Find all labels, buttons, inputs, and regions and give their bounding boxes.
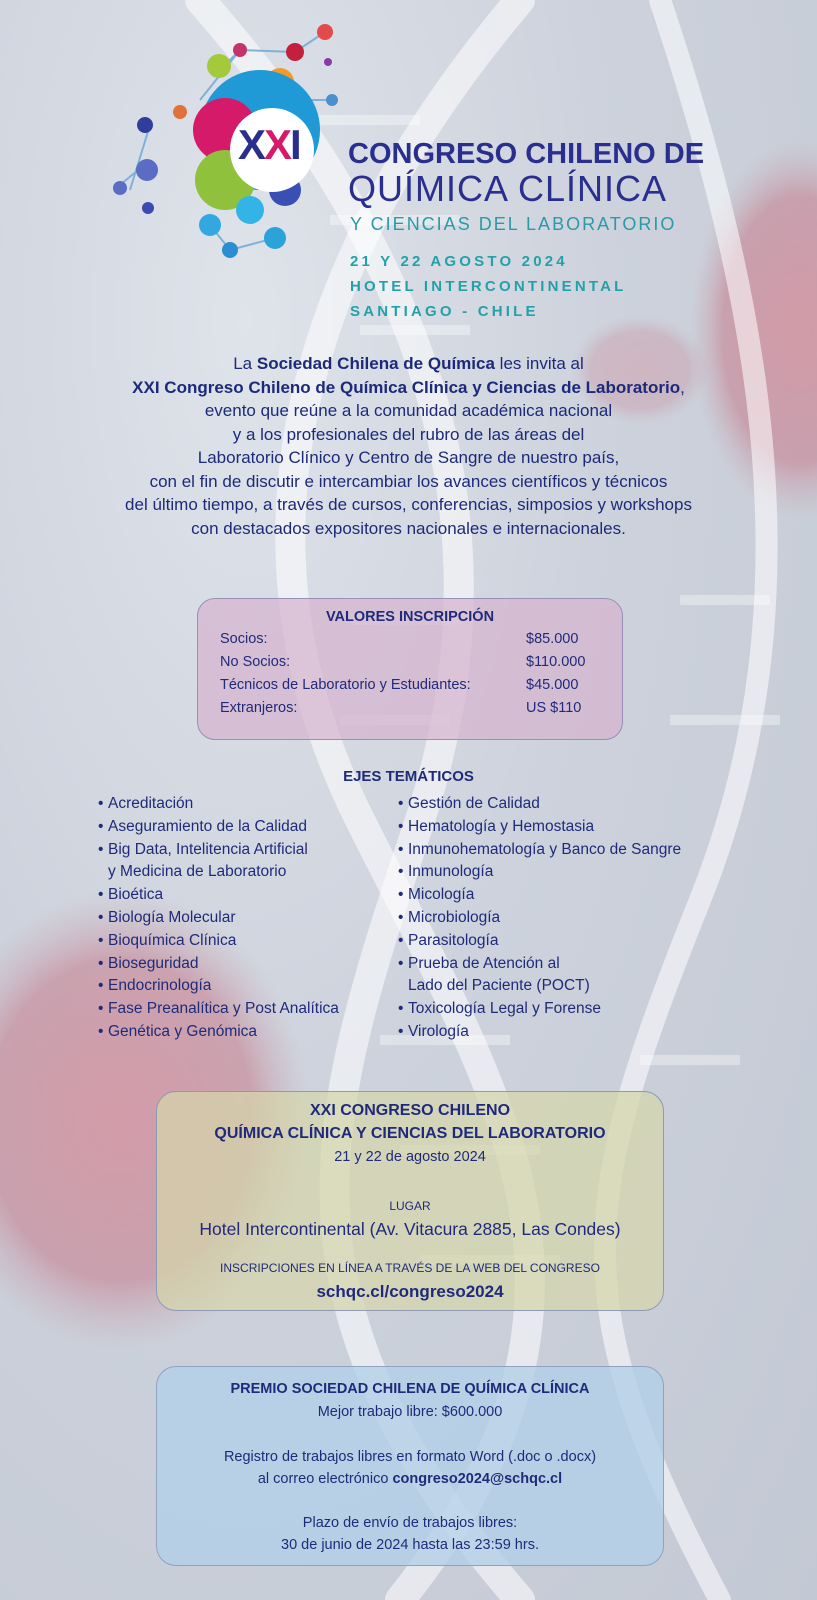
topic-item: • Acreditación	[98, 795, 194, 812]
fee-value: $85.000	[526, 631, 579, 647]
topic-item: • Bioseguridad	[98, 954, 199, 972]
topic-item: • Genética y Genómica	[98, 1022, 258, 1040]
header-title-line3: Y CIENCIAS DEL LABORATORIO	[350, 214, 677, 234]
topic-item: • Bioquímica Clínica	[98, 931, 237, 949]
topics-title: EJES TEMÁTICOS	[343, 768, 474, 785]
topic-item: • Bioética	[98, 886, 164, 904]
intro-line-7: del último tiempo, a través de cursos, conferencias, simposios y workshops	[125, 495, 692, 514]
award-info-box	[156, 1366, 664, 1566]
fee-value: $110.000	[526, 654, 586, 670]
fee-label: Socios:	[220, 631, 268, 647]
award-registration-line2: al correo electrónico congreso2024@schqc.cl	[257, 1471, 563, 1487]
venue-place: Hotel Intercontinental (Av. Vitacura 2885, Las Condes)	[199, 1219, 621, 1239]
header-venue: HOTEL INTERCONTINENTAL	[350, 278, 627, 295]
topic-item: • Parasitología	[398, 931, 499, 949]
registration-fees-box	[197, 598, 623, 740]
venue-date: 21 y 22 de agosto 2024	[334, 1149, 486, 1165]
topic-item: • Gestión de Calidad	[398, 795, 540, 812]
award-deadline-line1: Plazo de envío de trabajos libres:	[302, 1515, 518, 1531]
award-prize: Mejor trabajo libre: $600.000	[317, 1404, 503, 1420]
topic-item: • Inmunología	[398, 863, 494, 881]
fee-label: Técnicos de Laboratorio y Estudiantes:	[220, 677, 471, 693]
fee-value: $45.000	[526, 677, 579, 693]
award-title: PREMIO SOCIEDAD CHILENA DE QUÍMICA CLÍNICA	[230, 1381, 590, 1397]
topic-item: • Fase Preanalítica y Post Analítica	[98, 1000, 339, 1018]
topics-left-column	[98, 793, 339, 1044]
topic-item: • Microbiología	[398, 908, 501, 926]
congress-url-link[interactable]: schqc.cl/congreso2024	[316, 1282, 504, 1301]
roman-numeral-mark	[238, 121, 300, 169]
intro-line-6: con el fin de discutir e intercambiar los avances científicos y técnicos	[149, 471, 668, 491]
award-email-link[interactable]: congreso2024@schqc.cl	[392, 1471, 563, 1487]
intro-line-8: con destacados expositores nacionales e internacionales.	[191, 518, 626, 538]
fee-value: US $110	[526, 700, 582, 716]
intro-line-1: La Sociedad Chilena de Química les invita al	[233, 354, 584, 373]
fee-label: No Socios:	[220, 654, 291, 670]
intro-line-5: Laboratorio Clínico y Centro de Sangre de nuestro país,	[197, 448, 620, 467]
award-registration-line1: Registro de trabajos libres en formato Word (.doc o .docx)	[223, 1449, 597, 1465]
topic-item: • Biología Molecular	[98, 908, 236, 926]
award-deadline-line2: 30 de junio de 2024 hasta las 23:59 hrs.	[281, 1537, 539, 1553]
header-city: SANTIAGO - CHILE	[350, 303, 539, 320]
header-date: 21 Y 22 AGOSTO 2024	[350, 253, 568, 270]
topic-item: • Micología	[398, 886, 475, 904]
header-title-line2: QUÍMICA CLÍNICA	[348, 168, 668, 209]
venue-info-box	[156, 1091, 664, 1311]
venue-title-line1: XXI CONGRESO CHILENO	[309, 1102, 511, 1119]
topic-item: • Endocrinología	[98, 977, 212, 995]
intro-paragraph	[40, 352, 777, 540]
intro-line-4: y a los profesionales del rubro de las áreas del	[232, 424, 585, 444]
fee-label: Extranjeros:	[220, 700, 298, 716]
venue-place-label: LUGAR	[389, 1199, 431, 1213]
venue-title-line2: QUÍMICA CLÍNICA Y CIENCIAS DEL LABORATORIO	[214, 1125, 606, 1142]
topic-item: • Aseguramiento de la Calidad	[98, 817, 308, 835]
topic-item-continuation: y Medicina de Laboratorio	[108, 863, 287, 881]
topic-item: • Inmunohematología y Banco de Sangre	[398, 840, 682, 858]
fees-title: VALORES INSCRIPCIÓN	[325, 609, 495, 625]
topic-item: • Virología	[398, 1022, 469, 1040]
roman-x1: XXI	[238, 121, 300, 168]
topic-item: • Big Data, Intelitencia Artificial	[98, 840, 308, 858]
intro-line-2: XXI Congreso Chileno de Química Clínica y Ciencias de Laboratorio,	[132, 377, 685, 397]
topic-item-continuation: Lado del Paciente (POCT)	[408, 977, 590, 995]
online-registration-note: INSCRIPCIONES EN LÍNEA A TRAVÉS DE LA WEB DEL CONGRESO	[220, 1261, 600, 1275]
topic-item: • Hematología y Hemostasia	[398, 817, 595, 835]
congress-logo-molecule	[100, 10, 360, 270]
topic-item: • Prueba de Atención al	[398, 954, 560, 972]
topics-right-column	[398, 793, 681, 1044]
topic-item: • Toxicología Legal y Forense	[398, 1000, 602, 1018]
header-title-line1: CONGRESO CHILENO DE	[348, 138, 705, 170]
intro-line-3: evento que reúne a la comunidad académica nacional	[204, 401, 613, 420]
